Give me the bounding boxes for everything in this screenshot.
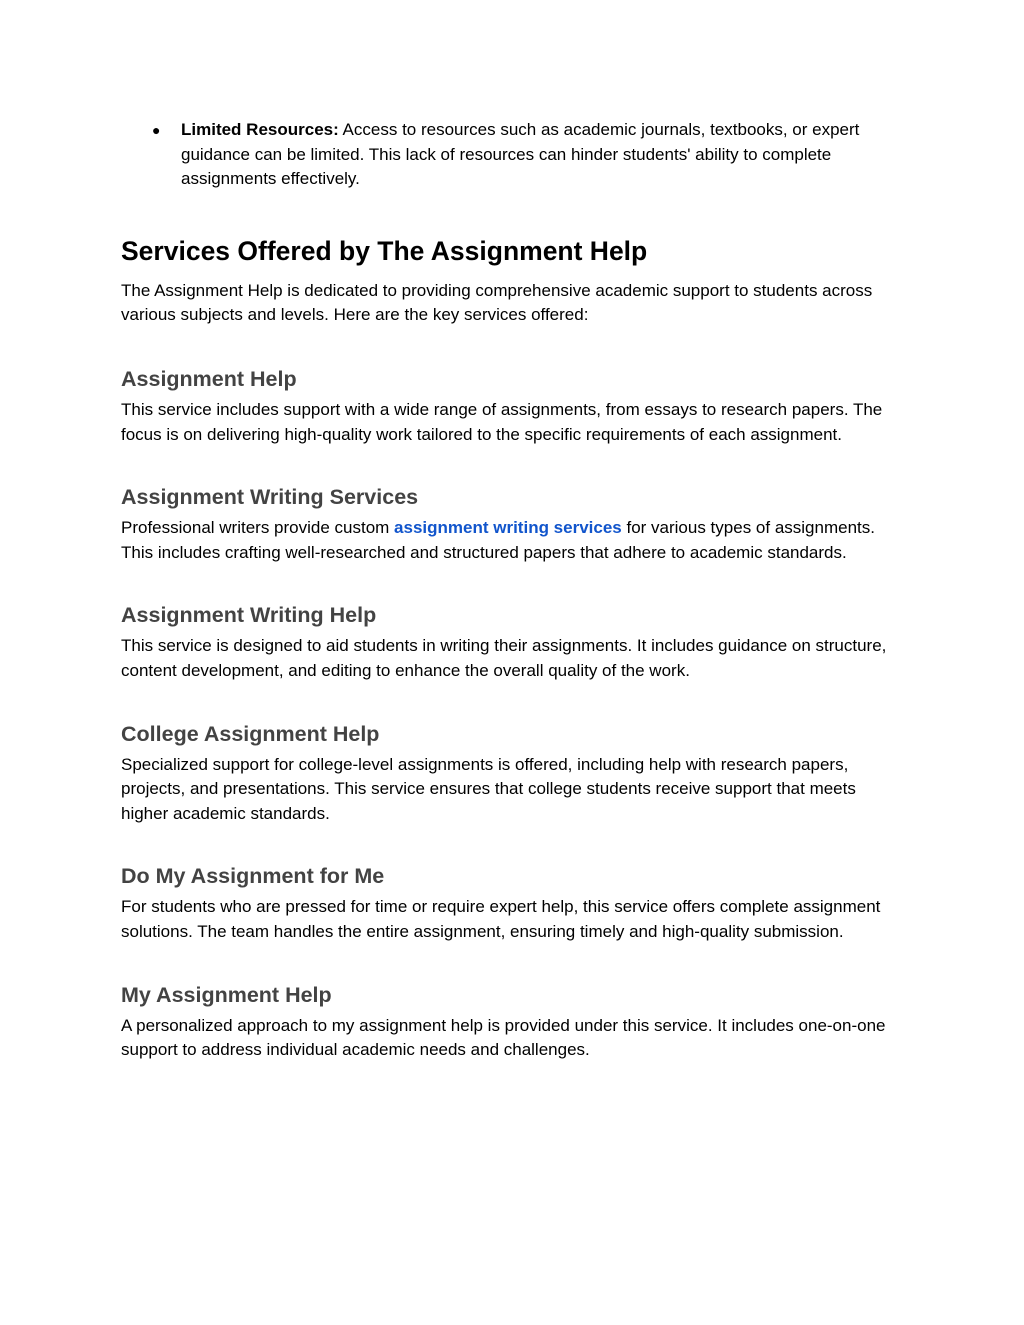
service-heading: Assignment Writing Help (121, 603, 377, 628)
service-description: For students who are pressed for time or require expert help, this service offers complete assignment solutions. The team handles the entire assignment, ensuring timely and high-quality submission. (121, 897, 881, 941)
document-page (121, 118, 906, 1063)
service-assignment-writing-help (121, 601, 906, 683)
bullet-text: Access to resources such as academic journals, textbooks, or expert guidance can be limited. This lack of resources can hinder students' ability to complete assignments effectively. (181, 120, 860, 189)
assignment-writing-services-link[interactable]: assignment writing services (394, 518, 622, 538)
service-do-my-assignment (121, 862, 906, 944)
service-my-assignment-help (121, 981, 906, 1063)
service-heading: Assignment Help (121, 366, 297, 391)
service-heading: College Assignment Help (121, 721, 380, 746)
bullet-icon: ● (152, 122, 161, 138)
service-description: A personalized approach to my assignment help is provided under this service. It includes one-on-one support to address individual academic needs and challenges. (121, 1015, 886, 1060)
bullet-term: Limited Resources: (181, 120, 339, 139)
service-assignment-writing-services (121, 483, 906, 565)
section-intro: The Assignment Help is dedicated to providing comprehensive academic support to students across various subjects and levels. Here are the key services offered: (121, 280, 873, 325)
service-heading: Do My Assignment for Me (121, 864, 385, 889)
service-description (121, 516, 906, 565)
service-heading: My Assignment Help (121, 982, 332, 1007)
list-item (121, 118, 906, 192)
service-assignment-help (121, 365, 906, 447)
service-description: This service is designed to aid students in writing their assignments. It includes guidance on structure, content development, and editing to enhance the overall quality of the work. (121, 636, 887, 680)
service-description: Specialized support for college-level assignments is offered, including help with research papers, projects, and presentations. This service ensures that college students receive support that meets higher academic standards. (121, 754, 856, 823)
service-text-before: Professional writers provide custom (121, 518, 395, 538)
service-description: This service includes support with a wide range of assignments, from essays to research papers. The focus is on delivering high-quality work tailored to the specific requirements of each assignment. (121, 399, 883, 444)
service-heading: Assignment Writing Services (121, 485, 419, 510)
service-text-after: for various types of assignments. This includes crafting well-researched and structured papers that adhere to academic standards. (121, 518, 875, 562)
service-college-assignment-help (121, 720, 906, 827)
section-title: Services Offered by The Assignment Help (121, 235, 648, 266)
bullet-list (121, 118, 906, 192)
